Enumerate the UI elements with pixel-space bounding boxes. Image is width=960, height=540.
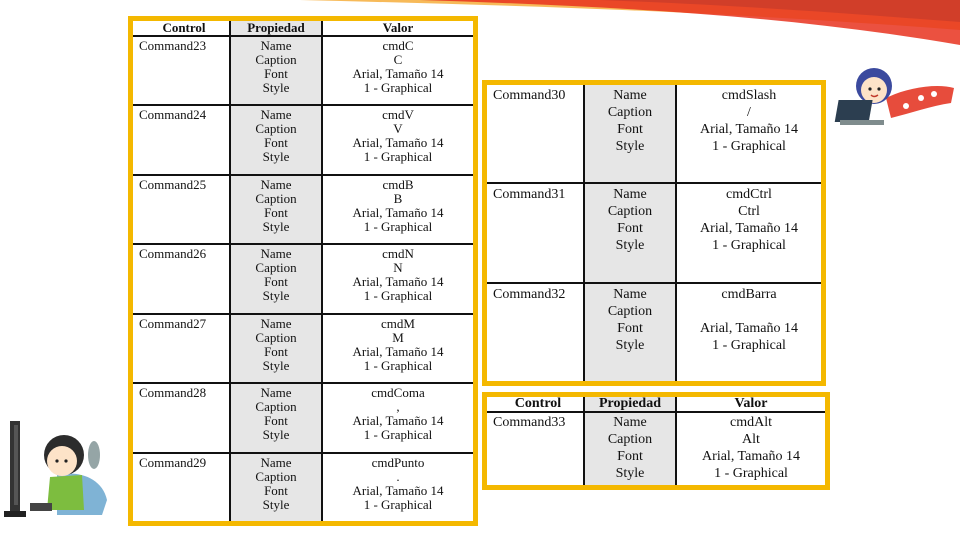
property-label: Name bbox=[260, 385, 292, 401]
property-label: Style bbox=[262, 288, 290, 304]
property-cell bbox=[230, 36, 322, 105]
value-label: 1 - Graphical bbox=[712, 238, 786, 254]
value-label: cmdN bbox=[382, 246, 414, 262]
property-label: Style bbox=[262, 149, 290, 165]
property-label: Style bbox=[262, 357, 290, 373]
property-cell bbox=[584, 183, 676, 283]
property-cell bbox=[230, 314, 322, 383]
property-label: Name bbox=[260, 38, 292, 53]
value-label: V bbox=[393, 121, 403, 137]
property-label: Name bbox=[613, 88, 647, 103]
property-label: Name bbox=[260, 246, 292, 262]
property-label: Name bbox=[260, 107, 292, 123]
value-label: cmdAlt bbox=[730, 415, 772, 430]
header-control: Control bbox=[133, 21, 230, 36]
value-label: Arial, Tamaño 14 bbox=[700, 122, 798, 137]
value-label: cmdComa bbox=[371, 385, 425, 401]
right-bottom-table-frame bbox=[482, 392, 830, 490]
control-cell: Command25 bbox=[133, 175, 230, 244]
value-label: N bbox=[393, 260, 403, 276]
property-label: Name bbox=[613, 187, 647, 203]
value-label: 1 - Graphical bbox=[363, 427, 433, 443]
property-label: Name bbox=[260, 454, 292, 470]
header-propiedad: Propiedad bbox=[230, 21, 322, 36]
value-label: 1 - Graphical bbox=[363, 288, 433, 304]
property-label: Caption bbox=[607, 432, 653, 447]
property-label: Caption bbox=[255, 52, 297, 67]
value-cell bbox=[676, 412, 825, 485]
value-label: Arial, Tamaño 14 bbox=[700, 221, 798, 237]
table-row bbox=[133, 453, 473, 521]
value-cell bbox=[676, 183, 821, 283]
property-cell bbox=[584, 412, 676, 485]
property-label: Font bbox=[264, 135, 288, 151]
property-label: Font bbox=[264, 274, 288, 290]
value-label: Arial, Tamaño 14 bbox=[352, 135, 444, 151]
value-cell bbox=[676, 283, 821, 381]
control-cell: Command29 bbox=[139, 454, 207, 470]
control-cell: Command24 bbox=[133, 105, 230, 174]
property-label: Font bbox=[264, 413, 288, 429]
property-label: Style bbox=[615, 139, 645, 154]
table-row bbox=[487, 412, 825, 485]
left-table-frame bbox=[128, 16, 478, 526]
control-cell: Command30 bbox=[487, 85, 584, 183]
property-label: Name bbox=[613, 415, 647, 430]
value-label: Arial, Tamaño 14 bbox=[352, 274, 444, 290]
value-label: . bbox=[396, 468, 400, 484]
control-cell: Command23 bbox=[133, 36, 230, 105]
right-top-table-frame bbox=[482, 80, 826, 386]
control-cell: Command27 bbox=[133, 314, 230, 383]
value-label: cmdPunto bbox=[371, 454, 425, 470]
value-cell bbox=[322, 314, 473, 383]
value-label: Ctrl bbox=[738, 204, 760, 220]
value-cell bbox=[322, 36, 473, 105]
value-label: cmdCtrl bbox=[726, 187, 772, 203]
value-label: Arial, Tamaño 14 bbox=[702, 449, 800, 464]
property-label: Font bbox=[617, 122, 643, 137]
table-row bbox=[133, 383, 473, 452]
value-label: B bbox=[393, 190, 403, 206]
property-label: Font bbox=[617, 320, 643, 336]
right-top-table bbox=[487, 85, 821, 381]
property-label: Style bbox=[262, 427, 290, 443]
property-label: Caption bbox=[607, 204, 653, 220]
value-label: 1 - Graphical bbox=[363, 218, 433, 234]
table-row bbox=[487, 183, 821, 283]
value-label: , bbox=[396, 399, 400, 415]
value-cell bbox=[676, 85, 821, 183]
table-row bbox=[133, 175, 473, 244]
value-label: 1 - Graphical bbox=[363, 496, 433, 512]
value-label: cmdV bbox=[382, 107, 414, 123]
header-control: Control bbox=[487, 397, 584, 412]
property-label: Font bbox=[617, 221, 643, 237]
value-label: M bbox=[392, 329, 404, 345]
property-cell bbox=[230, 244, 322, 313]
control-cell: Command31 bbox=[487, 183, 584, 283]
value-label: Arial, Tamaño 14 bbox=[352, 343, 444, 359]
property-cell bbox=[584, 85, 676, 183]
property-label: Font bbox=[264, 204, 288, 220]
value-label: 1 - Graphical bbox=[714, 466, 788, 481]
property-label: Caption bbox=[607, 303, 653, 319]
right-bottom-table bbox=[487, 397, 825, 485]
value-label: cmdM bbox=[381, 315, 415, 331]
property-cell bbox=[584, 283, 676, 381]
value-label: C bbox=[393, 52, 403, 67]
table-row bbox=[133, 314, 473, 383]
value-label: Arial, Tamaño 14 bbox=[352, 204, 444, 220]
table-row bbox=[487, 85, 821, 183]
header-valor: Valor bbox=[322, 21, 473, 36]
property-cell bbox=[230, 175, 322, 244]
value-label: cmdB bbox=[382, 176, 414, 192]
table-row bbox=[133, 244, 473, 313]
boy-computer-illustration bbox=[2, 415, 120, 525]
property-label: Font bbox=[264, 482, 288, 498]
header-propiedad: Propiedad bbox=[584, 397, 676, 412]
property-label: Style bbox=[262, 80, 290, 95]
value-label: 1 - Graphical bbox=[712, 337, 786, 353]
property-label: Name bbox=[260, 176, 292, 192]
value-cell bbox=[322, 453, 473, 521]
value-label: 1 - Graphical bbox=[363, 149, 433, 165]
property-label: Caption bbox=[607, 105, 653, 120]
property-label: Name bbox=[613, 286, 647, 302]
value-label: Alt bbox=[742, 432, 760, 447]
value-cell bbox=[322, 105, 473, 174]
value-label: Arial, Tamaño 14 bbox=[352, 482, 444, 498]
property-label: Caption bbox=[255, 468, 297, 484]
control-cell: Command28 bbox=[133, 383, 230, 452]
value-label: Arial, Tamaño 14 bbox=[352, 413, 444, 429]
left-table bbox=[133, 21, 473, 521]
value-label: cmdSlash bbox=[721, 88, 777, 103]
property-label: Caption bbox=[255, 190, 297, 206]
property-label: Style bbox=[262, 496, 290, 512]
property-label: Caption bbox=[255, 329, 297, 345]
property-cell bbox=[230, 453, 322, 521]
value-label: / bbox=[747, 105, 751, 120]
table-row bbox=[487, 283, 821, 381]
property-label: Style bbox=[615, 238, 645, 254]
girl-laptop-illustration bbox=[826, 58, 956, 138]
property-label: Caption bbox=[255, 399, 297, 415]
property-cell bbox=[230, 383, 322, 452]
value-label: 1 - Graphical bbox=[363, 80, 433, 95]
table-row bbox=[133, 36, 473, 105]
value-cell bbox=[322, 244, 473, 313]
property-label: Name bbox=[260, 315, 292, 331]
value-label: 1 - Graphical bbox=[712, 139, 786, 154]
control-cell: Command32 bbox=[493, 286, 566, 302]
property-label: Caption bbox=[255, 260, 297, 276]
value-label: Arial, Tamaño 14 bbox=[352, 66, 444, 81]
value-label bbox=[677, 305, 821, 322]
table-row bbox=[133, 105, 473, 174]
control-cell: Command26 bbox=[133, 244, 230, 313]
value-label: Arial, Tamaño 14 bbox=[700, 320, 798, 336]
value-label: cmdC bbox=[382, 38, 414, 53]
property-cell bbox=[230, 105, 322, 174]
value-cell bbox=[322, 175, 473, 244]
property-label: Style bbox=[615, 337, 645, 353]
value-cell bbox=[322, 383, 473, 452]
property-label: Font bbox=[617, 449, 643, 464]
header-valor: Valor bbox=[676, 397, 825, 412]
property-label: Style bbox=[262, 218, 290, 234]
property-label: Font bbox=[264, 343, 288, 359]
value-label: cmdBarra bbox=[721, 286, 777, 302]
property-label: Font bbox=[264, 66, 288, 81]
value-label: 1 - Graphical bbox=[363, 357, 433, 373]
property-label: Style bbox=[615, 466, 645, 481]
property-label: Caption bbox=[255, 121, 297, 137]
control-cell: Command33 bbox=[493, 415, 566, 430]
